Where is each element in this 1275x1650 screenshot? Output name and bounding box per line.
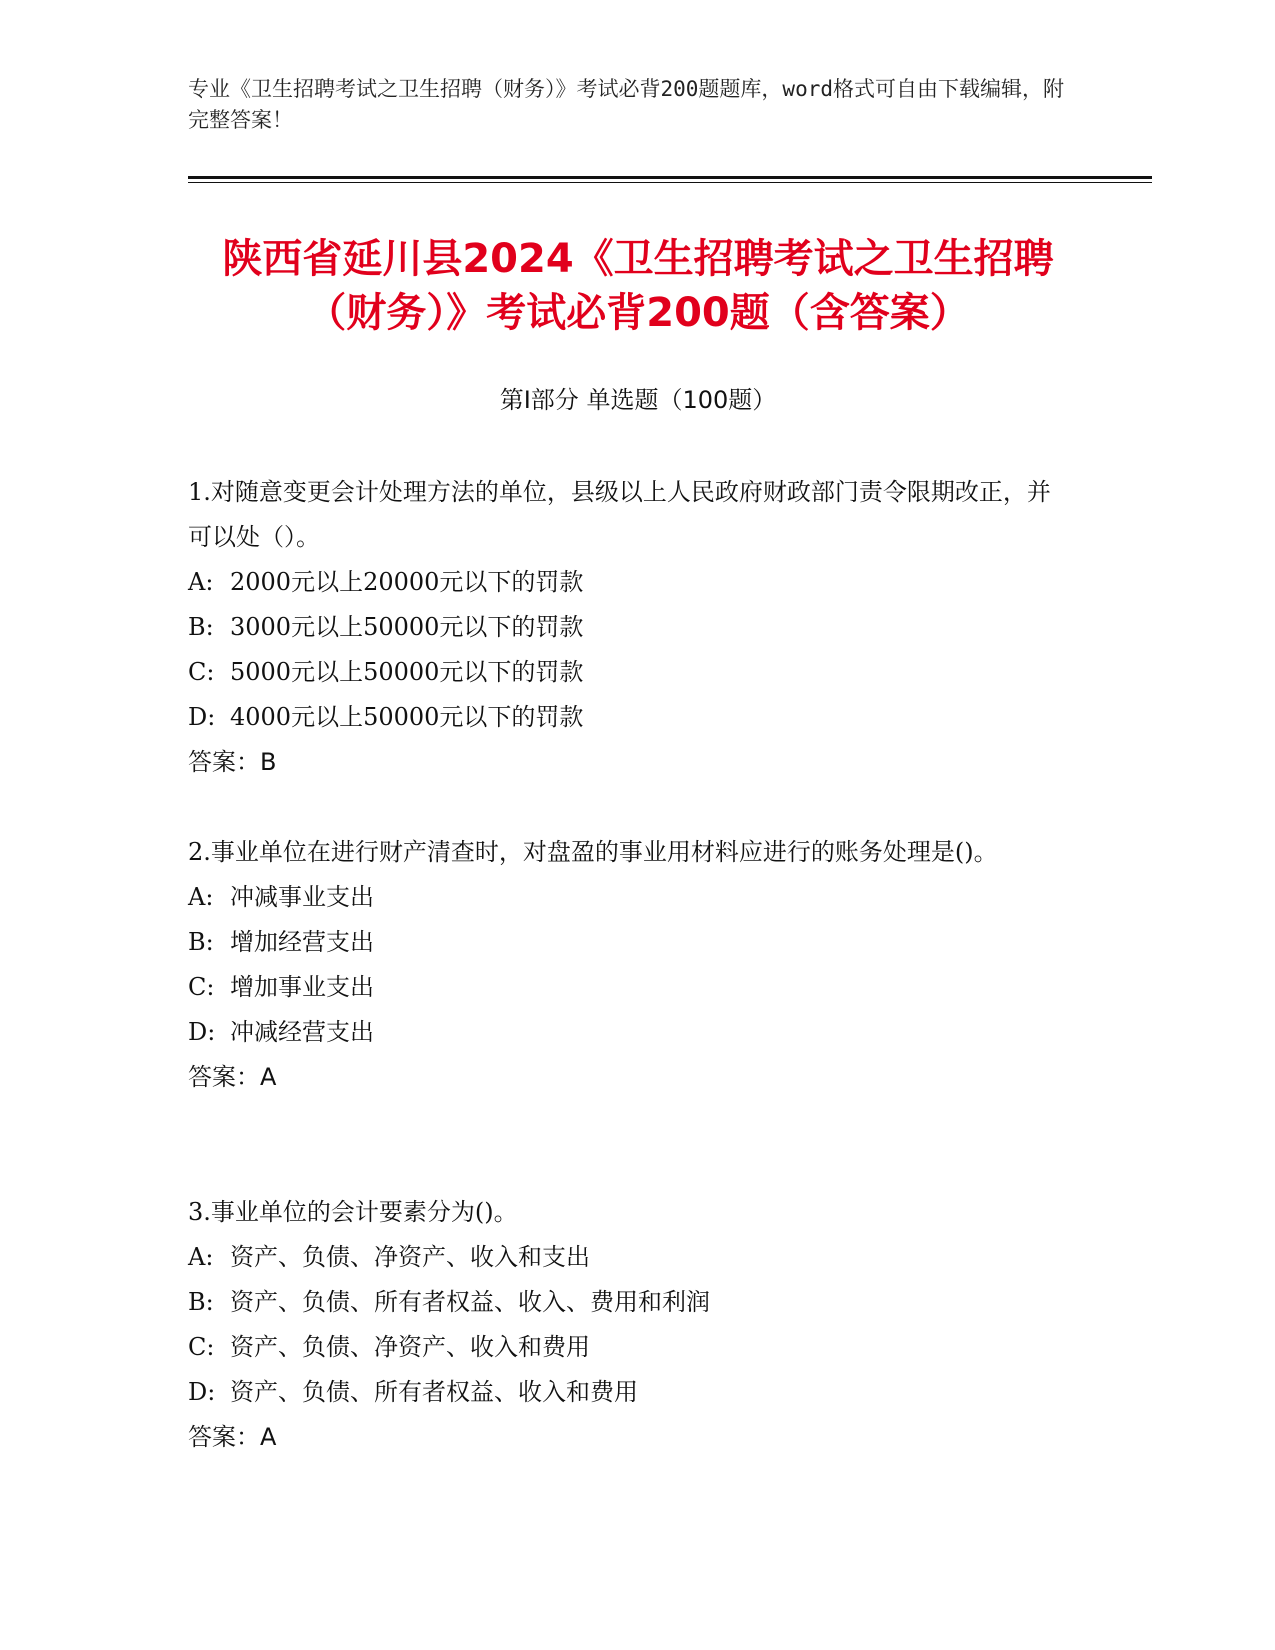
option-text: 冲减经营支出 [230, 1018, 374, 1046]
option-a [188, 560, 1068, 605]
option-c [188, 965, 1068, 1010]
option-c [188, 650, 1068, 695]
answer-line: 答案：A [188, 1423, 277, 1451]
option-text: 3000元以上50000元以下的罚款 [230, 613, 584, 641]
option-a [188, 875, 1068, 920]
section-title: 第Ⅰ部分 单选题（100题） [499, 386, 777, 414]
option-b [188, 605, 1068, 650]
document-title: 陕西省延川县2024《卫生招聘考试之卫生招聘（财务）》考试必背200题（含答案） [222, 236, 1054, 336]
question-3 [188, 1190, 1068, 1460]
option-letter: A: [188, 1243, 214, 1271]
option-letter: C: [188, 973, 215, 1001]
answer-line: 答案：B [188, 748, 277, 776]
question-stem: 1.对随意变更会计处理方法的单位，县级以上人民政府财政部门责令限期改正，并可以处（）。 [188, 478, 1051, 551]
option-letter: C: [188, 1333, 215, 1361]
option-text: 增加事业支出 [230, 973, 374, 1001]
option-b [188, 920, 1068, 965]
question-2 [188, 830, 1068, 1100]
option-text: 增加经营支出 [230, 928, 374, 956]
option-text: 5000元以上50000元以下的罚款 [230, 658, 584, 686]
option-d [188, 695, 1068, 740]
header-rule-thin [188, 182, 1152, 183]
option-text: 4000元以上50000元以下的罚款 [230, 703, 584, 731]
option-letter: D: [188, 703, 216, 731]
option-letter: B: [188, 928, 214, 956]
header-rule-thick [188, 176, 1152, 179]
option-letter: C: [188, 658, 215, 686]
option-a [188, 1235, 1068, 1280]
option-text: 资产、负债、所有者权益、收入和费用 [230, 1378, 638, 1406]
option-b [188, 1280, 1068, 1325]
option-text: 2000元以上20000元以下的罚款 [230, 568, 584, 596]
option-letter: B: [188, 1288, 214, 1316]
option-d [188, 1370, 1068, 1415]
option-letter: D: [188, 1018, 216, 1046]
question-1 [188, 470, 1068, 785]
option-text: 资产、负债、净资产、收入和费用 [230, 1333, 590, 1361]
question-stem: 3.事业单位的会计要素分为()。 [188, 1198, 518, 1226]
option-letter: B: [188, 613, 214, 641]
option-text: 资产、负债、净资产、收入和支出 [230, 1243, 590, 1271]
option-d [188, 1010, 1068, 1055]
option-c [188, 1325, 1068, 1370]
option-text: 冲减事业支出 [230, 883, 374, 911]
option-text: 资产、负债、所有者权益、收入、费用和利润 [230, 1288, 710, 1316]
option-letter: D: [188, 1378, 216, 1406]
question-stem: 2.事业单位在进行财产清查时，对盘盈的事业用材料应进行的账务处理是()。 [188, 838, 998, 866]
option-letter: A: [188, 883, 214, 911]
answer-line: 答案：A [188, 1063, 277, 1091]
header-note: 专业《卫生招聘考试之卫生招聘（财务）》考试必背200题题库，word格式可自由下载编辑，附完整答案！ [188, 77, 1064, 132]
option-letter: A: [188, 568, 214, 596]
